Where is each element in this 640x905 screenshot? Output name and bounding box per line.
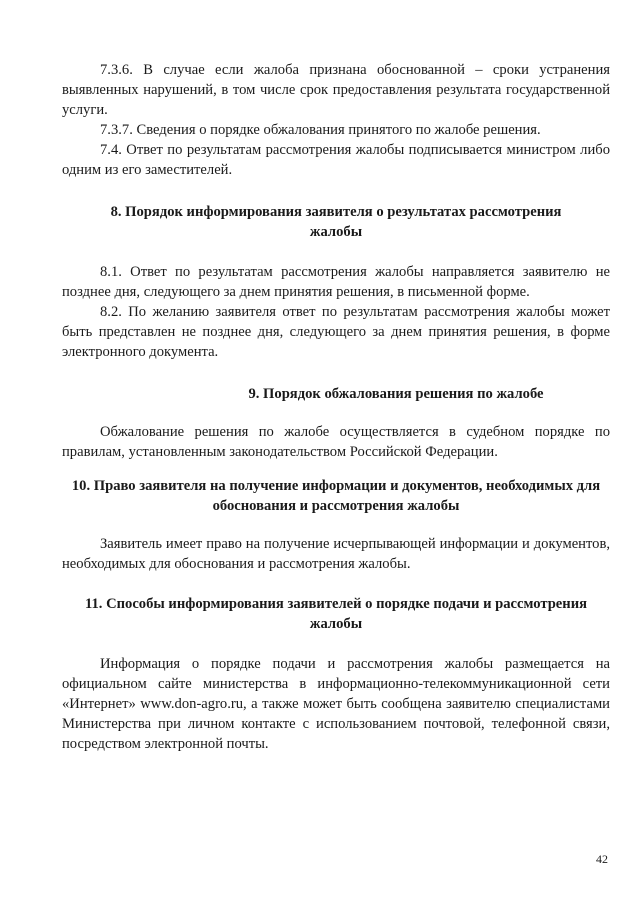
section-10-heading: 10. Право заявителя на получение информации и документов, необходимых для обоснования и рассмотрения жалобы [71, 478, 601, 514]
paragraph-10: Заявитель имеет право на получение исчерпывающей информации и документов, необходимых для обоснования и рассмотрения жалобы. [62, 536, 610, 572]
section-11-heading: 11. Способы информирования заявителей о порядке подачи и рассмотрения жалобы [84, 596, 587, 632]
section-8-heading: 8. Порядок информирования заявителя о результатах рассмотрения жалобы [110, 204, 562, 240]
paragraph-7-3-6: 7.3.6. В случае если жалоба признана обоснованной – сроки устранения выявленных нарушений, в том числе срок предоставления результата государственной услуги. [62, 62, 610, 118]
paragraph-8-2: 8.2. По желанию заявителя ответ по результатам рассмотрения жалобы может быть представлен не позднее дня, следующего за днем принятия решения, в форме электронного документа. [62, 304, 610, 360]
section-9-heading: 9. Порядок обжалования решения по жалобе [248, 386, 544, 402]
paragraph-11: Информация о порядке подачи и рассмотрения жалобы размещается на официальном сайте министерства в информационно-телекоммуникационной сети «Интернет» www.don-agro.ru, а также может быть сообщена заявителю специалистами Министерства при личном контакте с использованием почтовой, телефонной связи, посредством электронной почты. [62, 656, 610, 752]
paragraph-7-4: 7.4. Ответ по результатам рассмотрения жалобы подписывается министром либо одним из его заместителей. [62, 142, 610, 178]
paragraph-9: Обжалование решения по жалобе осуществляется в судебном порядке по правилам, установленным законодательством Российской Федерации. [62, 424, 610, 460]
document-page [62, 60, 610, 754]
paragraph-8-1: 8.1. Ответ по результатам рассмотрения жалобы направляется заявителю не позднее дня, следующего за днем принятия решения, в письменной форме. [62, 264, 610, 300]
page-number: 42 [596, 852, 608, 866]
paragraph-7-3-7: 7.3.7. Сведения о порядке обжалования принятого по жалобе решения. [100, 122, 541, 138]
